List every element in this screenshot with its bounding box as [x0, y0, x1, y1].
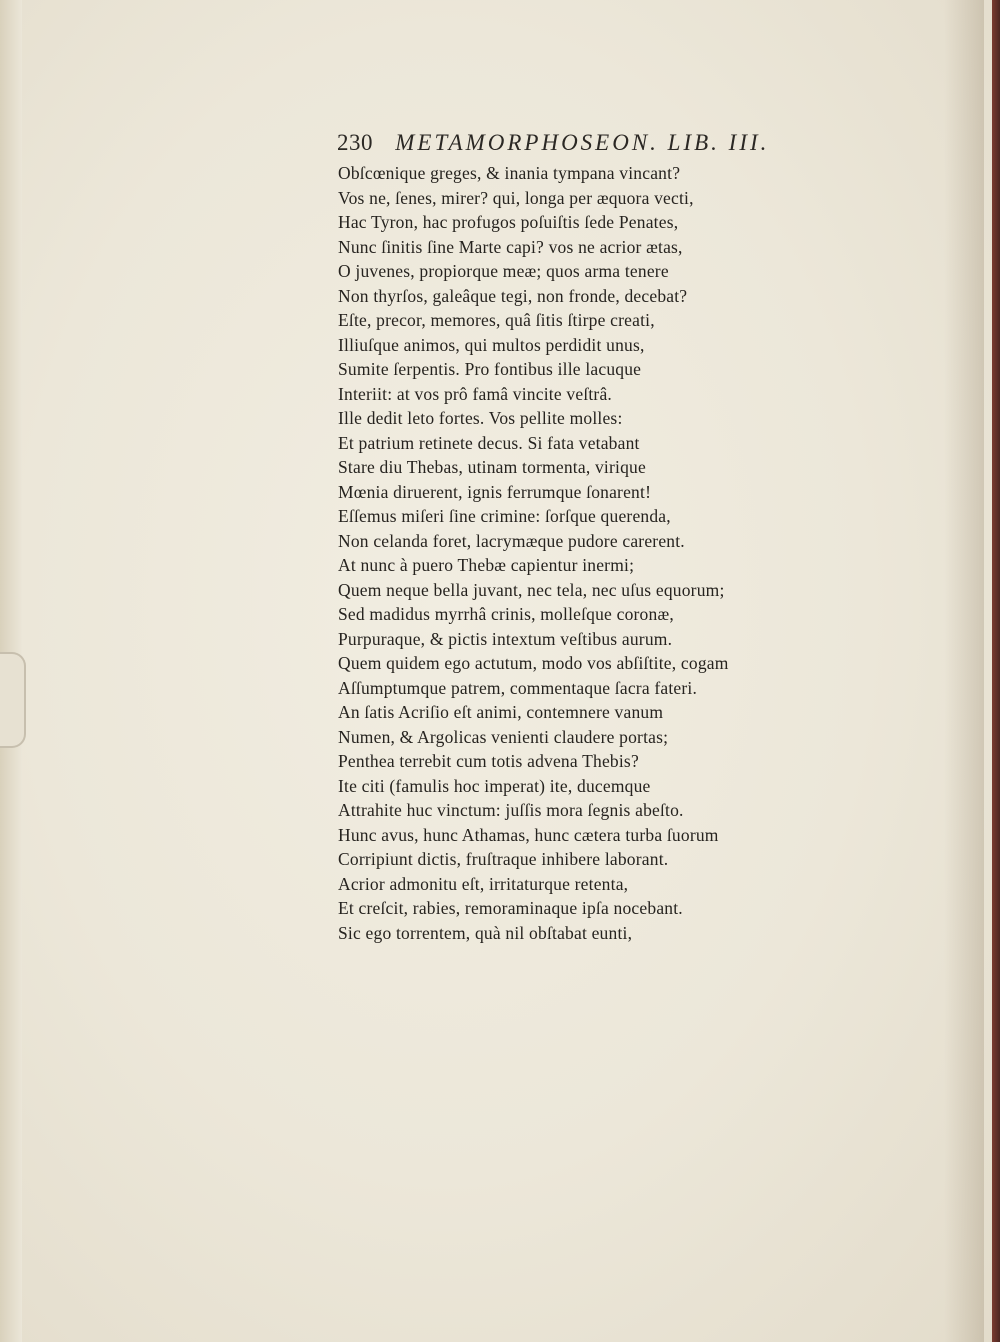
verse-line: Hac Tyron, hac profugos poſuiſtis ſede Penates,	[338, 212, 679, 232]
verse-line: Penthea terrebit cum totis advena Thebis?	[338, 751, 639, 771]
verse-block	[338, 161, 858, 945]
verse-line: At nunc à puero Thebæ capientur inermi;	[338, 555, 635, 575]
verse-line: Stare diu Thebas, utinam tormenta, virique	[338, 457, 646, 477]
verse-line: An ſatis Acriſio eſt animi, contemnere vanum	[338, 702, 664, 722]
verse-line: Sic ego torrentem, quà nil obſtabat eunti,	[338, 922, 633, 943]
page-clip	[0, 652, 26, 748]
verse-line: Et patrium retinete decus. Si fata vetabant	[338, 432, 640, 453]
page-right-shadow	[944, 0, 984, 1342]
verse-line: Illiuſque animos, qui multos perdidit unus,	[338, 334, 645, 355]
verse-line: Numen, & Argolicas venienti claudere portas;	[338, 726, 669, 747]
verse-line: Acrior admonitu eſt, irritaturque retenta,	[338, 873, 629, 894]
verse-line: Quem neque bella juvant, nec tela, nec uſus equorum;	[338, 579, 725, 600]
verse-line: Non thyrſos, galeâque tegi, non fronde, decebat?	[338, 285, 688, 306]
verse-line: Nunc ſinitis ſine Marte capi? vos ne acrior ætas,	[338, 236, 683, 257]
verse-line: Corripiunt dictis, fruſtraque inhibere laborant.	[338, 849, 669, 869]
verse-line: Purpuraque, & pictis intextum veſtibus aurum.	[338, 628, 673, 649]
verse-line: Mœnia diruerent, ignis ferrumque ſonarent!	[338, 481, 652, 502]
verse-line: Hunc avus, hunc Athamas, hunc cætera turba ſuorum	[338, 824, 719, 845]
verse-line: Ille dedit leto fortes. Vos pellite molles:	[338, 408, 623, 428]
verse-line: Non celanda foret, lacrymæque pudore carerent.	[338, 530, 685, 551]
verse-line: O juvenes, propiorque meæ; quos arma tenere	[338, 261, 669, 281]
verse-line: Ite citi (famulis hoc imperat) ite, ducemque	[338, 775, 651, 796]
verse-line: Sumite ſerpentis. Pro fontibus ille lacuque	[338, 359, 642, 379]
verse-line: Attrahite huc vinctum: juſſis mora ſegnis abeſto.	[338, 800, 684, 820]
running-header	[337, 130, 769, 156]
page-number: 230	[337, 130, 373, 155]
verse-line: Quem quidem ego actutum, modo vos abſiſtite, cogam	[338, 653, 729, 673]
verse-line: Interiit: at vos prô famâ vincite veſtrâ.	[338, 383, 613, 404]
verse-line: Aſſumptumque patrem, commentaque ſacra fateri.	[338, 677, 698, 698]
verse-line: Eſſemus miſeri ſine crimine: ſorſque querenda,	[338, 506, 671, 526]
book-spine	[992, 0, 1000, 1342]
verse-line: Eſte, precor, memores, quâ ſitis ſtirpe creati,	[338, 310, 655, 330]
verse-line: Sed madidus myrrhâ crinis, molleſque coronæ,	[338, 604, 674, 624]
verse-line: Obſcœnique greges, & inania tympana vincant?	[338, 163, 681, 183]
verse-line: Et creſcit, rabies, remoraminaque ipſa nocebant.	[338, 898, 683, 918]
verse-line: Vos ne, ſenes, mirer? qui, longa per æquora vecti,	[338, 187, 694, 208]
running-title: METAMORPHOSEON. LIB. III.	[395, 130, 770, 155]
